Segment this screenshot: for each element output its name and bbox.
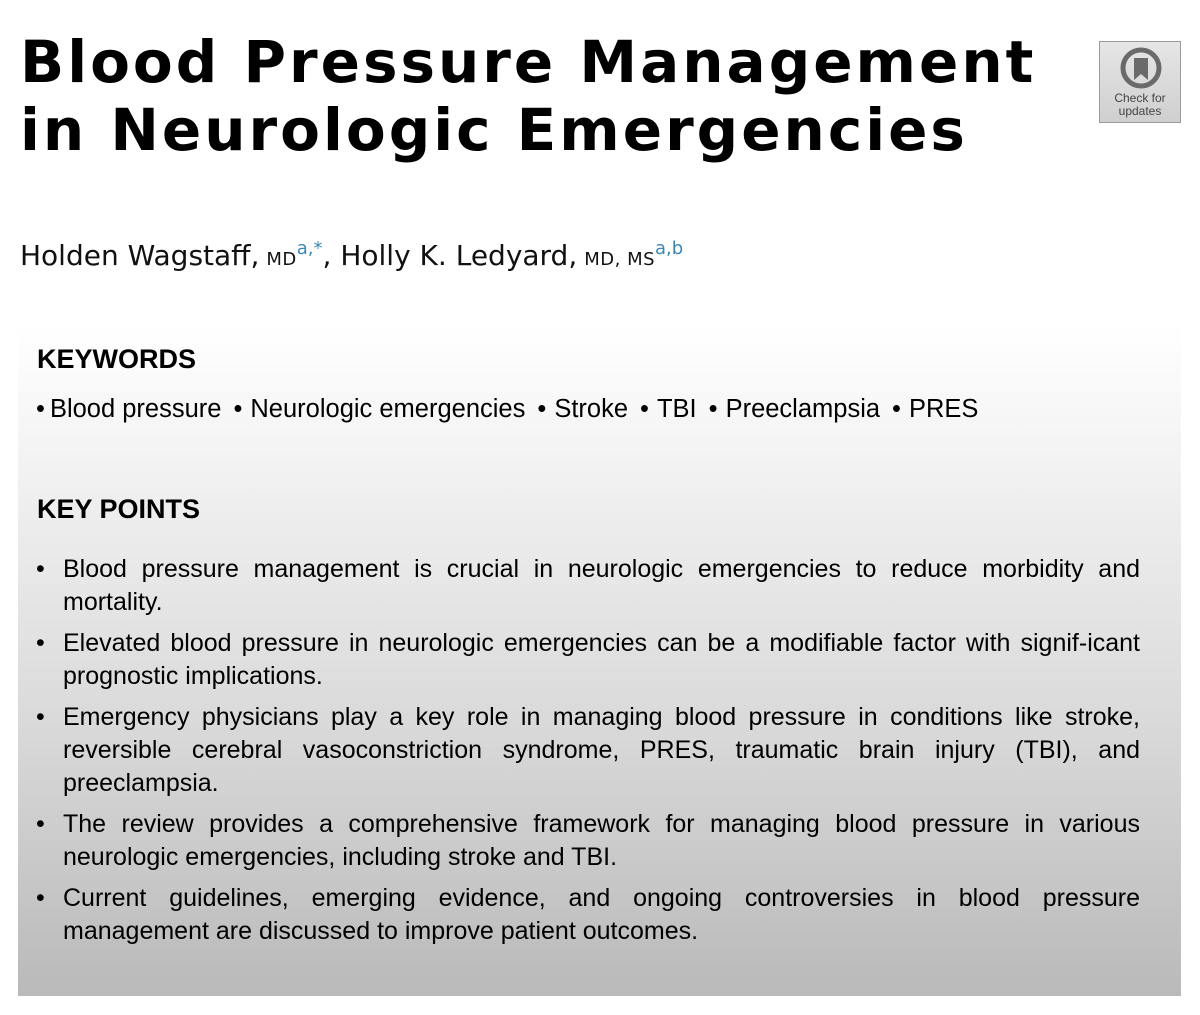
key-point-text: The review provides a comprehensive framework for managing blood pressure in various neurologic emergencies, including stroke and TBI.: [63, 810, 1140, 871]
key-point-text: Elevated blood pressure in neurologic emergencies can be a modifiable factor with signif-icant prognostic implications.: [63, 629, 1140, 690]
key-point-item: [18, 627, 1181, 693]
title-line-2: in Neurologic Emergencies: [20, 96, 968, 164]
keyword-item: PRES: [908, 395, 979, 423]
author-separator: ,: [322, 239, 332, 272]
key-point-text: Current guidelines, emerging evidence, and ongoing controversies in blood pressure management are discussed to improve patient outcomes.: [63, 884, 1140, 945]
author-name: Holden Wagstaff,: [20, 239, 260, 272]
article-title: [20, 28, 1036, 164]
key-point-bullet: •: [36, 884, 45, 912]
keywords-list: [36, 395, 978, 424]
key-point-bullet: •: [36, 703, 45, 731]
bookmark-crossmark-icon: [1120, 47, 1162, 91]
keyword-item: Stroke: [554, 395, 629, 423]
key-point-bullet: •: [36, 629, 45, 657]
key-points-list: [18, 553, 1181, 956]
key-point-text: Blood pressure management is crucial in neurologic emergencies to reduce morbidity and mortality.: [63, 555, 1140, 616]
author-degree: MD, MS: [584, 249, 656, 270]
key-point-text: Emergency physicians play a key role in managing blood pressure in conditions like stroke, reversible cerebral vasoconstriction syndrome, PRES, traumatic brain injury (TBI), and preeclampsia.: [63, 703, 1140, 797]
keyword-item: Preeclampsia: [725, 395, 881, 423]
key-point-item: [18, 882, 1181, 948]
keyword-bullet: •: [233, 395, 243, 423]
key-points-heading: KEY POINTS: [37, 494, 201, 524]
key-point-item: [18, 553, 1181, 619]
keyword-bullet: •: [640, 395, 649, 423]
key-point-bullet: •: [36, 555, 45, 583]
title-line-1: Blood Pressure Management: [20, 28, 1037, 96]
key-point-bullet: •: [36, 810, 45, 838]
keyword-item: Neurologic emergencies: [250, 395, 526, 423]
keyword-item: TBI: [656, 395, 697, 423]
check-for-updates-label: Check for updates: [1114, 91, 1166, 118]
key-point-item: [18, 701, 1181, 800]
keywords-heading: KEYWORDS: [37, 344, 197, 374]
keyword-bullet: •: [537, 395, 547, 423]
affiliation-link[interactable]: a,*: [296, 238, 323, 259]
author-name: Holly K. Ledyard,: [340, 239, 578, 272]
check-for-updates-button[interactable]: [1099, 41, 1181, 123]
summary-box: [18, 324, 1181, 996]
author-degree: MD: [266, 249, 297, 270]
keyword-bullet: •: [36, 395, 45, 423]
keyword-bullet: •: [892, 395, 901, 423]
author-list: [20, 238, 683, 272]
keyword-bullet: •: [708, 395, 718, 423]
affiliation-link[interactable]: a,b: [655, 238, 684, 259]
keyword-item: Blood pressure: [49, 395, 222, 423]
key-point-item: [18, 808, 1181, 874]
